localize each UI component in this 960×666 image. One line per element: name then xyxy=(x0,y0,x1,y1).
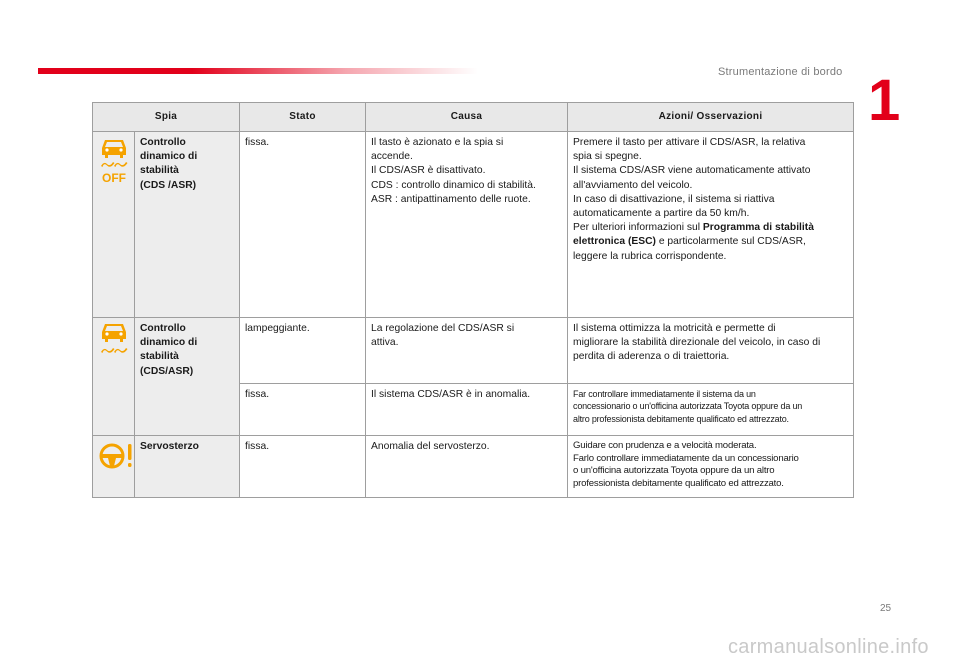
icon-cell xyxy=(93,436,135,498)
watermark: carmanualsonline.info xyxy=(728,636,929,658)
icon-cell xyxy=(93,318,135,436)
action-cell: Premere il tasto per attivare il CDS/ASR, la relativa spia si spegne. Il sistema CDS/ASR viene automaticamente attivato all'avviamento del veicolo. In caso di disattivazione, il sistema si riattiva automaticamente a partire da 50 km/h. Per ulteriori informazioni sul Programma di stabilità elettronica (ESC) e particolarmente sul CDS/ASR, leggere la rubrica corrispondente. xyxy=(568,132,854,318)
warning-name: Controllo dinamico di stabilità (CDS/ASR) xyxy=(135,318,240,436)
cause-cell: Il sistema CDS/ASR è in anomalia. xyxy=(366,384,568,436)
stability-control-icon xyxy=(98,322,130,358)
status-cell: fissa. xyxy=(240,132,366,318)
header-azioni: Azioni/ Osservazioni xyxy=(568,103,854,132)
action-cell: Far controllare immediatamente il sistema da un concessionario o un'officina autorizzata Toyota oppure da un altro professionista debitamente qualificato ed attrezzato. xyxy=(568,384,854,436)
warning-name: Controllo dinamico di stabilità (CDS /ASR) xyxy=(135,132,240,318)
table-row xyxy=(93,436,854,498)
header-accent-bar xyxy=(38,68,478,74)
header-spia: Spia xyxy=(93,103,240,132)
icon-cell xyxy=(93,132,135,318)
header-causa: Causa xyxy=(366,103,568,132)
cause-cell: Anomalia del servosterzo. xyxy=(366,436,568,498)
link-text: Programma di stabilità xyxy=(702,222,814,234)
action-cell: Il sistema ottimizza la motricità e permette di migliorare la stabilità direzionale del veicolo, in caso di perdita di aderenza o di traiettoria. xyxy=(568,318,854,384)
power-steering-warning-icon xyxy=(98,440,134,472)
svg-text:OFF: OFF xyxy=(102,171,126,184)
table-row xyxy=(93,132,854,318)
section-title: Strumentazione di bordo xyxy=(718,66,843,78)
table-header-row xyxy=(93,103,854,132)
status-cell: lampeggiante. xyxy=(240,318,366,384)
status-cell: fissa. xyxy=(240,384,366,436)
stability-control-off-icon xyxy=(98,136,130,184)
cause-cell: Il tasto è azionato e la spia si accende. Il CDS/ASR è disattivato. CDS : controllo dinamico di stabilità. ASR : antipattinamento delle ruote. xyxy=(366,132,568,318)
link-text: elettronica (ESC) xyxy=(573,236,656,248)
header-stato: Stato xyxy=(240,103,366,132)
warning-lights-table xyxy=(92,102,854,498)
action-cell: Guidare con prudenza e a velocità moderata. Farlo controllare immediatamente da un concessionario o un'officina autorizzata Toyota oppure da un altro professionista debitamente qualificato ed attrezzato. xyxy=(568,436,854,498)
chapter-number: 1 xyxy=(868,68,901,133)
status-cell: fissa. xyxy=(240,436,366,498)
page-number: 25 xyxy=(880,603,892,614)
table-row xyxy=(93,318,854,384)
cause-cell: La regolazione del CDS/ASR si attiva. xyxy=(366,318,568,384)
warning-name: Servosterzo xyxy=(135,436,240,498)
